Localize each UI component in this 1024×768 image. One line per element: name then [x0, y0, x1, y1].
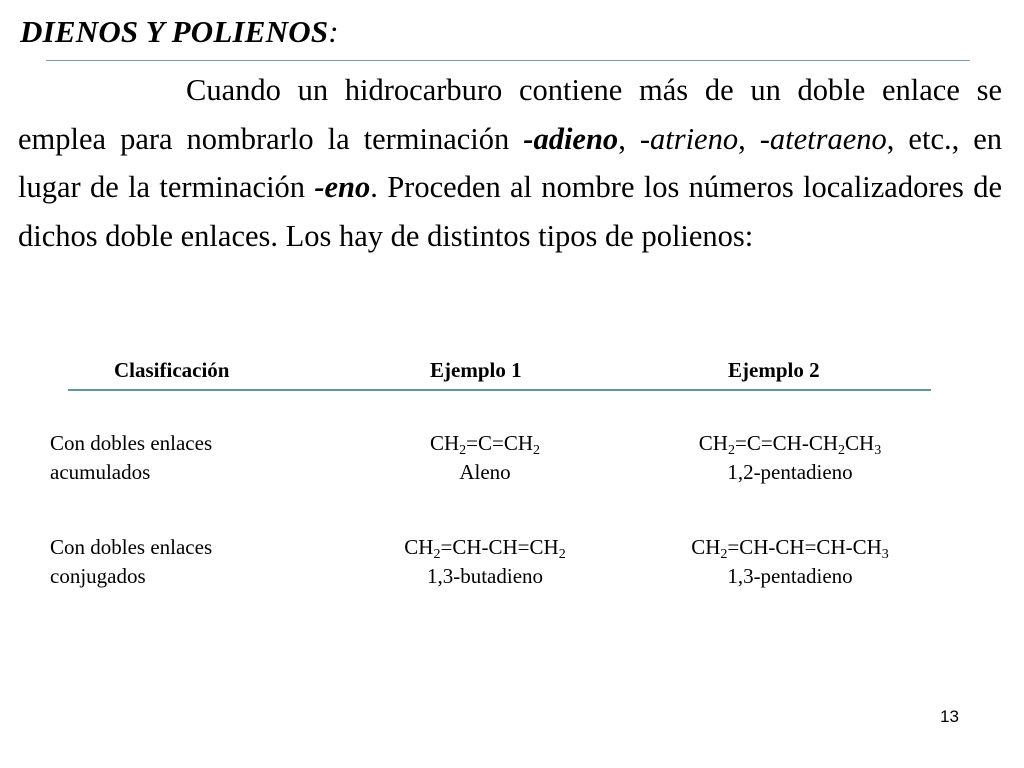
slide-title: DIENOS Y POLIENOS:: [20, 14, 339, 49]
paragraph-text-5: . Proceden al nombre los números localizadores de dichos doble enlaces. Los hay de distintos tipos de polienos:: [18, 170, 1002, 253]
row-2-example-1-name: 1,3-butadieno: [426, 564, 544, 588]
paragraph-text-3: ,: [738, 121, 760, 156]
title-divider: [46, 60, 970, 61]
row-2-example-1: [330, 533, 640, 591]
row-1-example-1: [330, 429, 640, 487]
paragraph-text-4: , etc., en lugar de la terminación: [18, 121, 1003, 204]
suffix-atetraeno: -atetraeno: [759, 121, 887, 156]
page-number: 13: [940, 707, 959, 726]
row-2-example-2: [630, 533, 950, 591]
intro-paragraph: [18, 66, 1002, 260]
table-header-divider: [68, 389, 931, 391]
paragraph-text-2: ,: [618, 121, 640, 156]
row-1-example-1-name: Aleno: [459, 460, 511, 484]
row-1-classification: Con dobles enlaces acumulados: [50, 431, 213, 484]
row-2-classification: Con dobles enlaces conjugados: [50, 535, 213, 588]
row-2-example-1-formula: $CH_2=CH-CH=CH_2$: [404, 535, 566, 562]
row-2-example-2-name: 1,3-pentadieno: [727, 564, 853, 588]
header-example-2: Ejemplo 2: [728, 358, 820, 382]
header-example-1: Ejemplo 1: [430, 358, 522, 382]
suffix-atrieno: -atrieno: [639, 121, 739, 156]
suffix-eno: -eno: [314, 170, 371, 204]
row-1-example-1-formula: $CH_2=C=CH_2$: [429, 431, 541, 458]
row-2-example-2-formula: $CH_2=CH-CH=CH-CH_3$: [691, 535, 889, 562]
row-1-example-2-name: 1,2-pentadieno: [727, 460, 853, 484]
row-1-example-2-formula: $CH_2=C=CH-CH_2CH_3$: [698, 431, 882, 458]
header-classification: Clasificación: [114, 358, 230, 382]
suffix-adieno: -adieno: [523, 121, 619, 156]
paragraph-text-1: Cuando un hidrocarburo contiene más de un doble enlace se emplea para nombrarlo la terminación: [18, 73, 1002, 156]
row-1-example-2: [630, 429, 950, 487]
